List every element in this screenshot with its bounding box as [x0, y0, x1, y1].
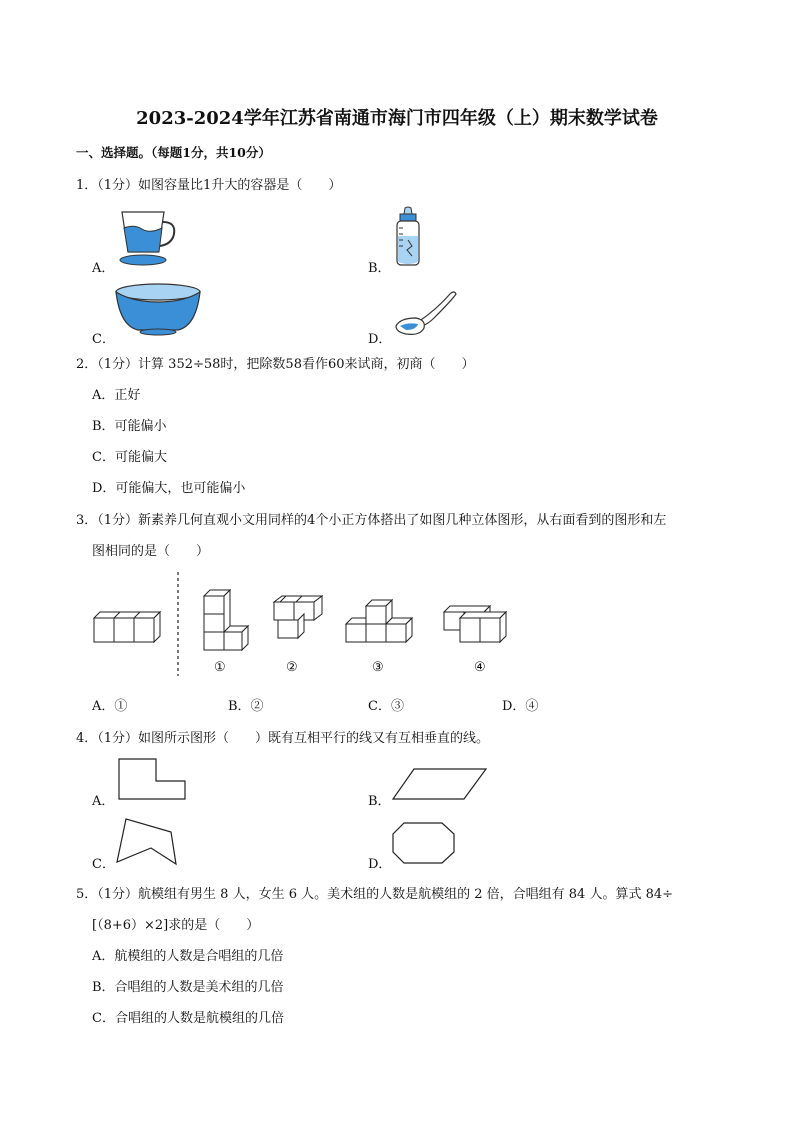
q2-option-d[interactable]: D．可能偏大，也可能偏小	[92, 481, 246, 496]
parallelogram-figure	[392, 768, 488, 802]
cube-figure-2	[272, 594, 324, 644]
pentagon-figure	[116, 818, 178, 866]
q3-option-d[interactable]: D．④	[502, 699, 539, 714]
teacup-image	[116, 208, 180, 270]
l-shape-figure	[118, 758, 188, 802]
q4-option-d[interactable]: D．	[368, 857, 392, 872]
q5-option-a[interactable]: A．航模组的人数是合唱组的几倍	[92, 949, 284, 964]
figure-label-1: ①	[214, 660, 226, 675]
question-4-stem: 4．（1分）如图所示图形（ ）既有互相平行的线又有互相垂直的线。	[76, 731, 490, 746]
figure-label-4: ④	[474, 660, 486, 675]
q5-option-b[interactable]: B．合唱组的人数是美术组的几倍	[92, 980, 284, 995]
question-5-stem-line1: 5．（1分）航模组有男生 8 人，女生 6 人。美术组的人数是航模组的 2 倍，合唱组有 84 人。算式 84÷	[76, 887, 674, 902]
question-3-stem-line2: 图相同的是（ ）	[92, 544, 210, 559]
q1-option-d[interactable]: D．	[368, 332, 392, 347]
page-title: 2023-2024学年江苏省南通市海门市四年级（上）期末数学试卷	[136, 108, 658, 129]
spoon-image	[394, 290, 460, 338]
q4-option-b[interactable]: B．	[368, 794, 391, 809]
octagon-figure	[392, 822, 456, 864]
question-1-stem: 1．（1分）如图容量比1升大的容器是（ ）	[76, 178, 342, 193]
q5-option-c[interactable]: C．合唱组的人数是航模组的几倍	[92, 1011, 284, 1026]
q4-option-c[interactable]: C．	[92, 857, 115, 872]
q3-option-c[interactable]: C．③	[368, 699, 404, 714]
figure-label-3: ③	[372, 660, 384, 675]
cube-figure-4	[442, 604, 510, 644]
q2-option-b[interactable]: B．可能偏小	[92, 419, 167, 434]
cube-figure-3	[344, 598, 412, 644]
question-2-stem: 2．（1分）计算 352÷58时，把除数58看作60来试商，初商（ ）	[76, 357, 475, 372]
baby-bottle-image	[390, 206, 430, 270]
q3-option-a[interactable]: A．①	[92, 699, 128, 714]
q2-option-c[interactable]: C．可能偏大	[92, 450, 167, 465]
reference-cube-figure	[92, 608, 162, 644]
q4-option-a[interactable]: A．	[92, 794, 115, 809]
q1-option-a[interactable]: A．	[92, 261, 115, 276]
q1-option-b[interactable]: B．	[368, 261, 391, 276]
question-3-stem-line1: 3．（1分）新素养几何直观小文用同样的4个小正方体搭出了如图几种立体图形，从右面看到的图形和左	[76, 513, 667, 528]
bowl-image	[114, 282, 204, 338]
question-5-stem-line2: [（8+6）×2]求的是（ ）	[92, 918, 260, 933]
q2-option-a[interactable]: A．正好	[92, 388, 141, 403]
dashed-divider	[176, 572, 180, 676]
section-heading: 一、选择题。（每题1分，共10分）	[76, 145, 271, 160]
q1-option-c[interactable]: C．	[92, 332, 115, 347]
figure-label-2: ②	[286, 660, 298, 675]
q3-option-b[interactable]: B．②	[228, 699, 264, 714]
cube-figure-1	[202, 588, 250, 652]
